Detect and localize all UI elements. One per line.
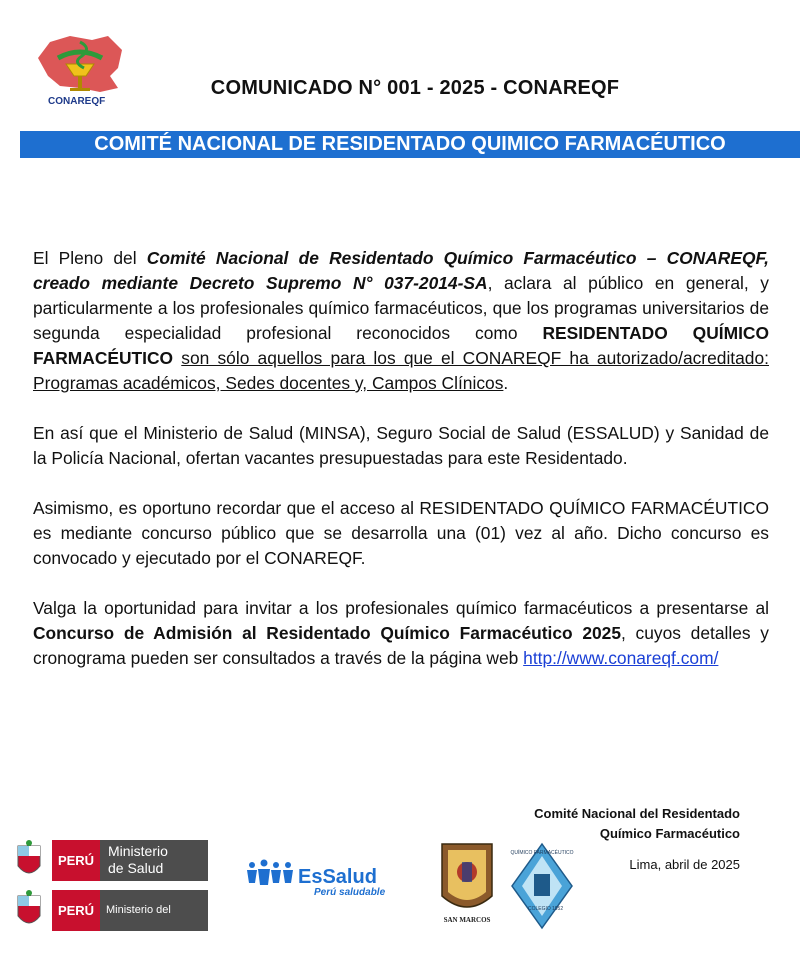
minsa-line-1: Ministerio bbox=[108, 843, 168, 859]
communique-body bbox=[33, 246, 769, 696]
san-marcos-text: SAN MARCOS bbox=[443, 916, 491, 924]
signature-block bbox=[534, 804, 740, 844]
minsa-logo bbox=[14, 838, 209, 883]
paragraph-4 bbox=[33, 596, 769, 671]
communique-title: COMUNICADO N° 001 - 2025 - CONAREQF bbox=[210, 77, 620, 99]
p4-text-a: Valga la oportunidad para invitar a los profesionales químico farmacéuticos a presentarse al bbox=[33, 598, 769, 618]
logo-text: CONAREQF bbox=[48, 96, 106, 107]
essalud-slogan: Perú saludable bbox=[314, 887, 386, 897]
conareqf-logo bbox=[30, 28, 130, 108]
essalud-logo bbox=[244, 855, 394, 897]
committee-banner: COMITÉ NACIONAL DE RESIDENTADO QUIMICO FARMACÉUTICO bbox=[20, 131, 800, 158]
paragraph-2: En así que el Ministerio de Salud (MINSA), Seguro Social de Salud (ESSALUD) y Sanidad de la Policía Nacional, ofertan vacantes presupuestadas para este Residentado. bbox=[33, 423, 769, 468]
p1-underlined: son sólo aquellos para los que el CONAREQF ha autorizado/acreditado: Programas académicos, Sedes docentes y, Campos Clínicos bbox=[33, 348, 769, 393]
p4-bold: Concurso de Admisión al Residentado Químico Farmacéutico 2025 bbox=[33, 623, 622, 643]
p1-bold-italic: Comité Nacional de Residentado Químico Farmacéutico – CONAREQF, creado mediante Decreto Supremo N° 037-2014-SA bbox=[33, 248, 769, 293]
p1-text-c: , aclara al público en general, y particularmente a los profesionales químico farmacéuticos, que los programas universitarios de segunda especialidad profesional reconocidos como bbox=[33, 273, 770, 343]
colegio-qf-seal bbox=[508, 840, 576, 930]
colegio-year: 1952 bbox=[552, 906, 564, 912]
minsa-line-2: de Salud bbox=[108, 860, 164, 876]
p1-text-a: El Pleno del bbox=[33, 248, 147, 268]
colegio-sub: COLEGIO bbox=[528, 906, 551, 912]
minsa-label bbox=[100, 840, 208, 881]
paragraph-3: Asimismo, es oportuno recordar que el acceso al RESIDENTADO QUÍMICO FARMACÉUTICO es mediante concurso público que se desarrolla una (01) vez al año. Dicho concurso es convocado y ejecutado por el CONAREQF. bbox=[33, 498, 769, 568]
family-icon bbox=[247, 860, 293, 886]
peru-label: PERÚ bbox=[52, 840, 100, 881]
colegio-name: QUÍMICO FARMACÉUTICO bbox=[510, 850, 574, 856]
date-line: Lima, abril de 2025 bbox=[629, 857, 740, 872]
signature-line-1: Comité Nacional del Residentado bbox=[534, 806, 740, 821]
mininter-logo bbox=[14, 888, 209, 957]
paragraph-1 bbox=[33, 246, 769, 396]
signature-line-2: Químico Farmacéutico bbox=[599, 826, 740, 841]
essalud-name: EsSalud bbox=[298, 866, 377, 888]
conareqf-website-link[interactable]: http://www.conareqf.com/ bbox=[523, 648, 719, 668]
p1-period: . bbox=[503, 373, 509, 393]
san-marcos-crest bbox=[436, 838, 498, 930]
mininter-text: Ministerio del Interior bbox=[106, 904, 171, 957]
p4-text-c: , cuyos detalles y cronograma pueden ser consultados a través de la página web bbox=[33, 623, 769, 668]
peru-shield-icon bbox=[14, 888, 44, 933]
peru-shield-icon bbox=[14, 838, 44, 883]
p1-bold: RESIDENTADO QUÍMICO FARMACÉUTICO bbox=[33, 323, 769, 368]
peru-label: PERÚ bbox=[52, 890, 100, 931]
mininter-label bbox=[100, 890, 208, 957]
